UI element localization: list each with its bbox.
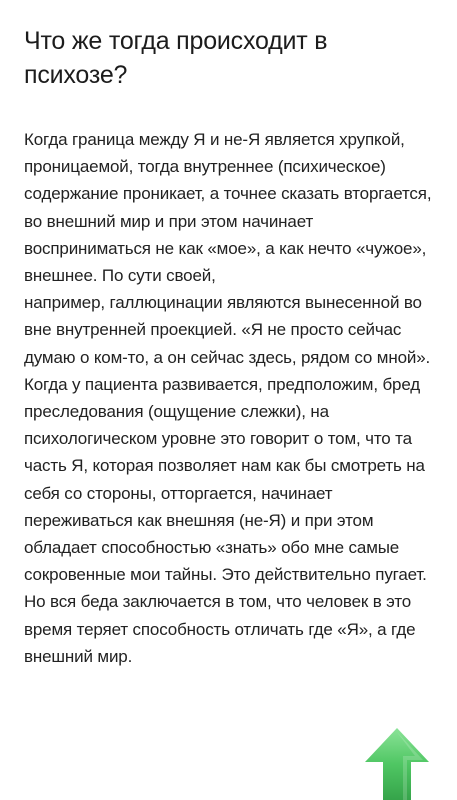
arrow-up-icon [363, 726, 431, 800]
article-title: Что же тогда происходит в психозе? [24, 27, 328, 89]
article-paragraph: например, галлюцинации являются вынесенной во вне внутренней проекцией. «Я не просто сейчас думаю о ком-то, а он сейчас здесь, рядом со мной». Когда у пациента развивается, предположим, бред преследования (ощущение слежки), на психологическом уровне это говорит о том, что та часть Я, которая позволяет нам как бы смотреть на себя со стороны, отторгается, начинает переживаться как внешняя (не-Я) и при этом обладает способностью «знать» обо мне самые сокровенные мои тайны. Это действительно пугает. Но вся беда заключается в том, что человек в это время теряет способность отличать где «Я», а где внешний мир. [24, 293, 431, 666]
article-paragraph: Когда граница между Я и не-Я является хрупкой, проницаемой, тогда внутреннее (психическое) содержание проникает, а точнее сказать вторгается, во внешний мир и при этом начинает восприниматься не как «мое», а как нечто «чужое», внешнее. По сути своей, [24, 130, 432, 286]
scroll-to-top-button[interactable] [363, 726, 431, 800]
article-body [24, 126, 435, 670]
